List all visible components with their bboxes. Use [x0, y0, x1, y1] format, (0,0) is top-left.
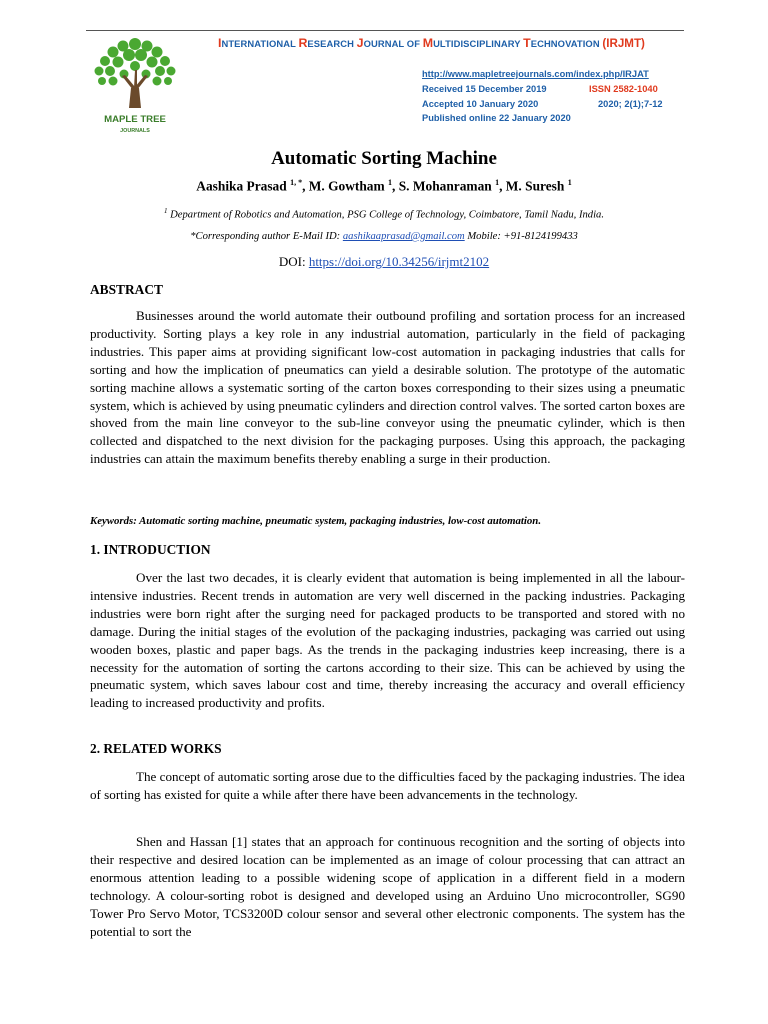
logo-text-sub: JOURNALS [120, 128, 150, 134]
author-list: Aashika Prasad $^{1, *}$, M. Gowtham $^1$, S. Mohanraman $^1$, M. Suresh $^1$ [196, 178, 572, 194]
affiliation: $^1$ Department of Robotics and Automation, PSG College of Technology, Coimbatore, Tamil Nadu, India. [163, 207, 604, 221]
abstract-heading: ABSTRACT [90, 282, 163, 297]
author-name: S. Mohanraman [398, 178, 492, 194]
doi-link[interactable]: https://doi.org/10.34256/irjmt2102 [308, 254, 490, 269]
author-sup: 1 [495, 178, 500, 187]
journal-title-part: JOURNAL OF [356, 36, 423, 50]
received-date: Received 15 December 2019 [422, 83, 547, 94]
related-works-paragraph: Shen and Hassan [1] states that an approach for continuous recognition and the sorting of objects into their respective and desired location can be implemented as an image of colour processing that can attract an enormous attention leading to a possible widening scope of application in a different field in a modern technology. A colour-sorting robot is designed and developed using an Arduino Uno microcontroller, SG90 Tower Pro Servo Motor, TCS3200D colour sensor and several other electronic components. The system has the potential to sort the [90, 834, 685, 939]
journal-title-part: RESEARCH [298, 36, 357, 50]
maple-tree-logo [82, 30, 188, 138]
issn: ISSN 2582-1040 [589, 83, 658, 94]
author-sup: 1 [388, 178, 393, 187]
author-name: Aashika Prasad [196, 178, 287, 194]
author-name: M. Gowtham [308, 178, 385, 194]
author-name: M. Suresh [505, 178, 565, 194]
author-sup: 1 [567, 178, 572, 187]
introduction-paragraph: Over the last two decades, it is clearly evident that automation is being implemented in all the labour-intensive industries. Recent trends in automation are very well discerned in the packing industries. Packaging industries were born right after the surging need for packaged products to be transported and stored with no damage. During the initial stages of the evolution of the packaging industries, packaging was carried out using wooden boxes, plastic and paper bags. As the trends in the packaging industries keep increasing, there is a necessity for the automation of sorting the cartons according to their size. This can be achieved by using the pneumatic system, which saves labour cost and time, thereby increasing the accuracy and overall efficiency leading to increased productivity and profits. [90, 570, 685, 711]
abstract-text: Businesses around the world automate their outbound profiling and sortation process for an increased productivity. Sorting plays a key role in any industrial automation, particularly in the field of packaging industries. This paper aims at providing significant low-cost automation in packaging industries that calls for sorting and how the implication of pneumatics can yield a desirable solution. The prototype of the automatic sorting machine allows a systematic sorting of the carton boxes corresponding to their sizes using a pneumatic system, which is achieved by using pneumatic cylinders and direction control valves. The sorted carton boxes are shoved from the main line conveyor to the sub-line conveyor using the pneumatic cylinder, which is then collected and dispatched to the next division for the packaging purposes. Using this approach, the packaging industries can attain the maximum benefits thereby enabling a surge in their production. [90, 308, 685, 467]
paper-title: Automatic Sorting Machine [271, 148, 497, 169]
journal-title-part: INTERNATIONAL [218, 36, 299, 50]
author-sup: 1, * [290, 178, 303, 187]
accepted-date: Accepted 10 January 2020 [422, 98, 539, 109]
section-heading-introduction: 1. INTRODUCTION [90, 542, 211, 557]
publication-meta [422, 67, 663, 126]
related-works-paragraph: The concept of automatic sorting arose due to the difficulties faced by the packaging industries. The idea of sorting has existed for quite a while after there have been advancements in the technology. [90, 769, 685, 802]
journal-url[interactable]: http://www.mapletreejournals.com/index.php/IRJAT [422, 69, 649, 79]
journal-abbrev: (IRJMT) [602, 37, 645, 50]
corresponding-author: *Corresponding author E-Mail ID: aashikaaprasad@gmail.com Mobile: +91-8124199433 [190, 231, 578, 242]
published-date: Published online 22 January 2020 [422, 113, 571, 124]
journal-title-part: TECHNOVATION [523, 36, 603, 50]
section-heading-related-works: 2. RELATED WORKS [90, 741, 222, 756]
volume-issue: 2020; 2(1);7-12 [598, 98, 663, 109]
logo-text-main: MAPLE TREE [104, 114, 166, 125]
keywords: Keywords: Automatic sorting machine, pneumatic system, packaging industries, low-cost automation. [90, 515, 542, 527]
journal-title-part: MULTIDISCIPLINARY [422, 36, 524, 50]
author-email-link[interactable]: aashikaaprasad@gmail.com [342, 231, 465, 242]
journal-title [218, 36, 698, 50]
doi: DOI: https://doi.org/10.34256/irjmt2102 [278, 254, 490, 269]
